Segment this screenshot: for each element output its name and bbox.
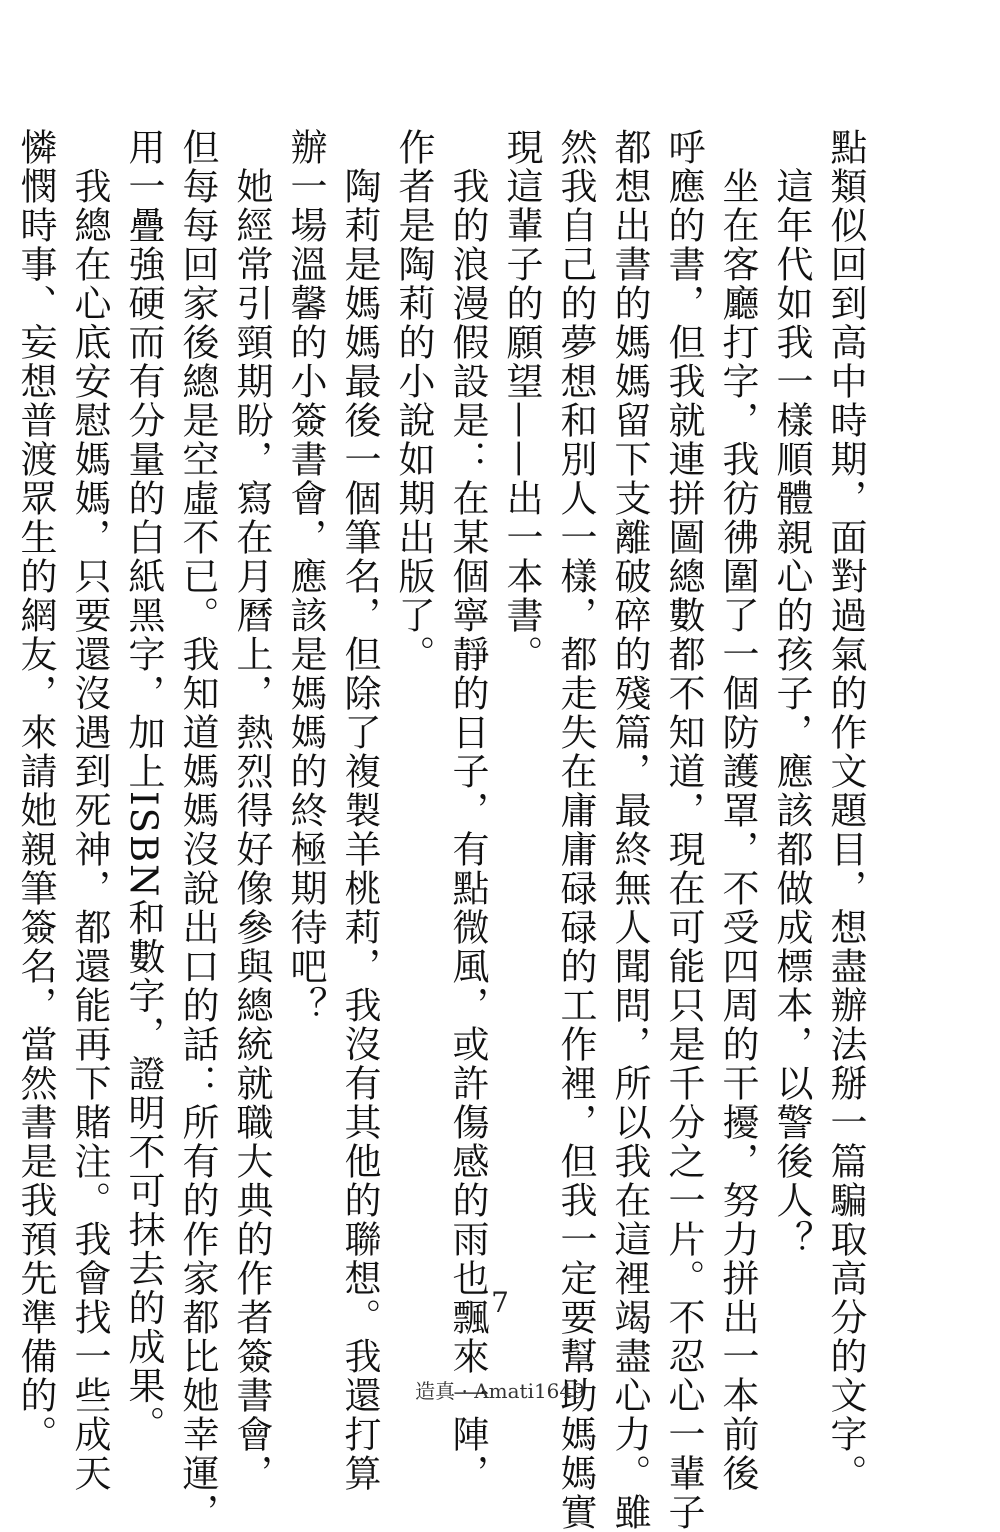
text-column: 都想出書的媽媽留下支離破碎的殘篇，最終無人聞問，所以我在這裡竭盡心力。雖 <box>608 128 651 1532</box>
text-column: 用一疊強硬而有分量的白紙黑字，加上ISBN和數字，證明不可抹去的成果。 <box>122 128 165 1445</box>
text-column: 她經常引頸期盼，寫在月曆上，熱烈得好像參與總統就職大典的作者簽書會， <box>230 128 273 1493</box>
text-column: 作者是陶莉的小說如期出版了。 <box>392 128 435 674</box>
footer-credit: 造真 · Amati1649 <box>415 1379 585 1403</box>
text-column: 辦一場溫馨的小簽書會，應該是媽媽的終極期待吧？ <box>284 128 327 1025</box>
text-column: 坐在客廳打字，我彷彿圍了一個防護罩，不受四周的干擾，努力拼出一本前後 <box>716 128 759 1493</box>
text-column: 我總在心底安慰媽媽，只要還沒遇到死神，都還能再下賭注。我會找一些成天 <box>68 128 111 1493</box>
text-column: 我的浪漫假設是：在某個寧靜的日子，有點微風，或許傷感的雨也飄來一陣， <box>446 128 489 1493</box>
text-column: 點類似回到高中時期，面對過氣的作文題目，想盡辦法掰一篇騙取高分的文字。 <box>824 128 867 1493</box>
text-column: 現這輩子的願望——出一本書。 <box>500 128 543 674</box>
text-column: 然我自己的夢想和別人一樣，都走失在庸庸碌碌的工作裡，但我一定要幫助媽媽實 <box>554 128 597 1532</box>
text-column: 但每每回家後總是空虛不已。我知道媽媽沒說出口的話：所有的作家都比她幸運， <box>176 128 219 1532</box>
page-number: 7 <box>491 1286 509 1319</box>
text-column: 憐憫時事、妄想普渡眾生的網友，來請她親筆簽名，當然書是我預先準備的。 <box>14 128 57 1454</box>
text-column: 這年代如我一樣順體親心的孩子，應該都做成標本，以警後人？ <box>770 128 813 1259</box>
text-column: 呼應的書，但我就連拼圖總數都不知道，現在可能只是千分之一片。不忍心一輩子 <box>662 128 705 1532</box>
text-column: 陶莉是媽媽最後一個筆名，但除了複製羊桃莉，我沒有其他的聯想。我還打算 <box>338 128 381 1493</box>
